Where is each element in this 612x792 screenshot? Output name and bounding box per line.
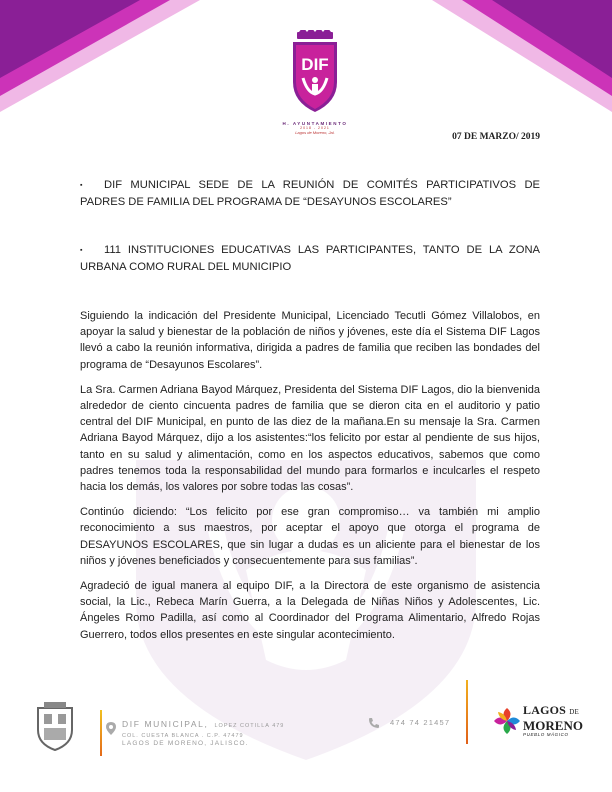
footer-address <box>122 714 284 747</box>
phone-icon <box>368 717 380 729</box>
paragraph: La Sra. Carmen Adriana Bayod Márquez, Presidenta del Sistema DIF Lagos, dio la bienvenida alrededor de ciento cincuenta padres de familia que se dieron cita en el auditorio y patio central del DIF Municipal, en punto de las diez de la mañana.En su mensaje la Sra. Carmen Adriana Bayod Márquez, dijo a los asistentes:“los felicito por estar al pendiente de sus hijos, tanto en su salud y alimentación, como en los aspectos educativos, sabemos que como padres tenemos toda la responsabilidad del mundo para formarlos e inculcarles el respeto hacia los demás, los valores por sobre todas las cosas”. <box>80 383 540 494</box>
footer-colonia: COL. CUESTA BLANCA . C.P. 47479 <box>122 733 244 739</box>
bullet-marker-icon: ▪ <box>80 247 83 254</box>
brand-de: DE <box>569 708 579 716</box>
brand-tagline: PUEBLO MÁGICO <box>523 732 569 737</box>
paragraph: Siguiendo la indicación del Presidente Municipal, Licenciado Tecutli Gómez Villalobos, en apoyar la salud y bienestar de la población de niños y jóvenes, este día el Sistema DIF Lagos llevó a cabo la reunión informativa, dirigida a padres de familia que reciben las bondades del programa de “Desayunos Escolares”. <box>80 310 540 371</box>
logo-subtitle: H. AYUNTAMIENTO <box>282 121 348 126</box>
corner-decoration-right <box>412 0 612 120</box>
footer <box>0 680 612 792</box>
brand-line-2: MORENO <box>523 718 583 733</box>
headline-text: DIF MUNICIPAL SEDE DE LA REUNIÓN DE COMITÉS PARTICIPATIVOS DE PADRES DE FAMILIA DEL PROGRAMA DE “DESAYUNOS ESCOLARES” <box>80 179 540 208</box>
paragraph: Agradeció de igual manera al equipo DIF, a la Directora de este organismo de asistencia social, la Lic., Rebeca Marín Guerra, a la Delegada de Niñas Niños y Adolescentes, Lic. Ángeles Romo Padilla, así como al Coordinador del Programa Alimentario, Alfredo Rojas Guerrero, todos ellos presentes en este singular acontecimiento. <box>80 580 540 641</box>
footer-phone: 474 74 21457 <box>390 718 451 727</box>
logo-text: DIF <box>301 55 329 74</box>
footer-org: DIF MUNICIPAL, <box>122 719 209 729</box>
press-date: 07 DE MARZO/ 2019 <box>452 132 540 142</box>
corner-decoration-left <box>0 0 220 120</box>
bullet-marker-icon: ▪ <box>80 182 83 189</box>
municipal-seal-icon <box>34 700 76 752</box>
logo-years: 2018 - 2021 <box>300 126 330 130</box>
dif-logo <box>270 30 360 135</box>
location-pin-icon <box>106 722 116 735</box>
lagos-de-moreno-brand <box>523 704 585 737</box>
brand-line-1: LAGOS <box>523 703 567 717</box>
press-body <box>80 308 540 652</box>
dif-crest-icon <box>285 30 345 114</box>
footer-divider <box>100 710 102 756</box>
footer-divider <box>466 680 468 744</box>
footer-city: LAGOS DE MORENO, JALISCO. <box>122 740 249 747</box>
footer-street: LOPEZ COTILLA 479 <box>214 723 285 729</box>
headline-text: 111 INSTITUCIONES EDUCATIVAS LAS PARTICIPANTES, TANTO DE LA ZONA URBANA COMO RURAL DEL MUNICIPIO <box>80 244 540 273</box>
pueblo-magico-badge-icon <box>492 706 522 736</box>
headline-bullet-1 <box>80 177 540 210</box>
logo-city: Lagos de Moreno, Jal. <box>295 130 335 135</box>
paragraph: Continúo diciendo: “Los felicito por ese gran compromiso… va también mi amplio reconocimiento a sus maestros, por aceptar el apoyo que otorga el programa de DESAYUNOS ESCOLARES, que sin lugar a dudas es un aliciente para el bienestar de los niños y jóvenes beneficiados y consecuentemente para sus familias”. <box>80 506 540 567</box>
headline-bullet-2 <box>80 242 540 275</box>
